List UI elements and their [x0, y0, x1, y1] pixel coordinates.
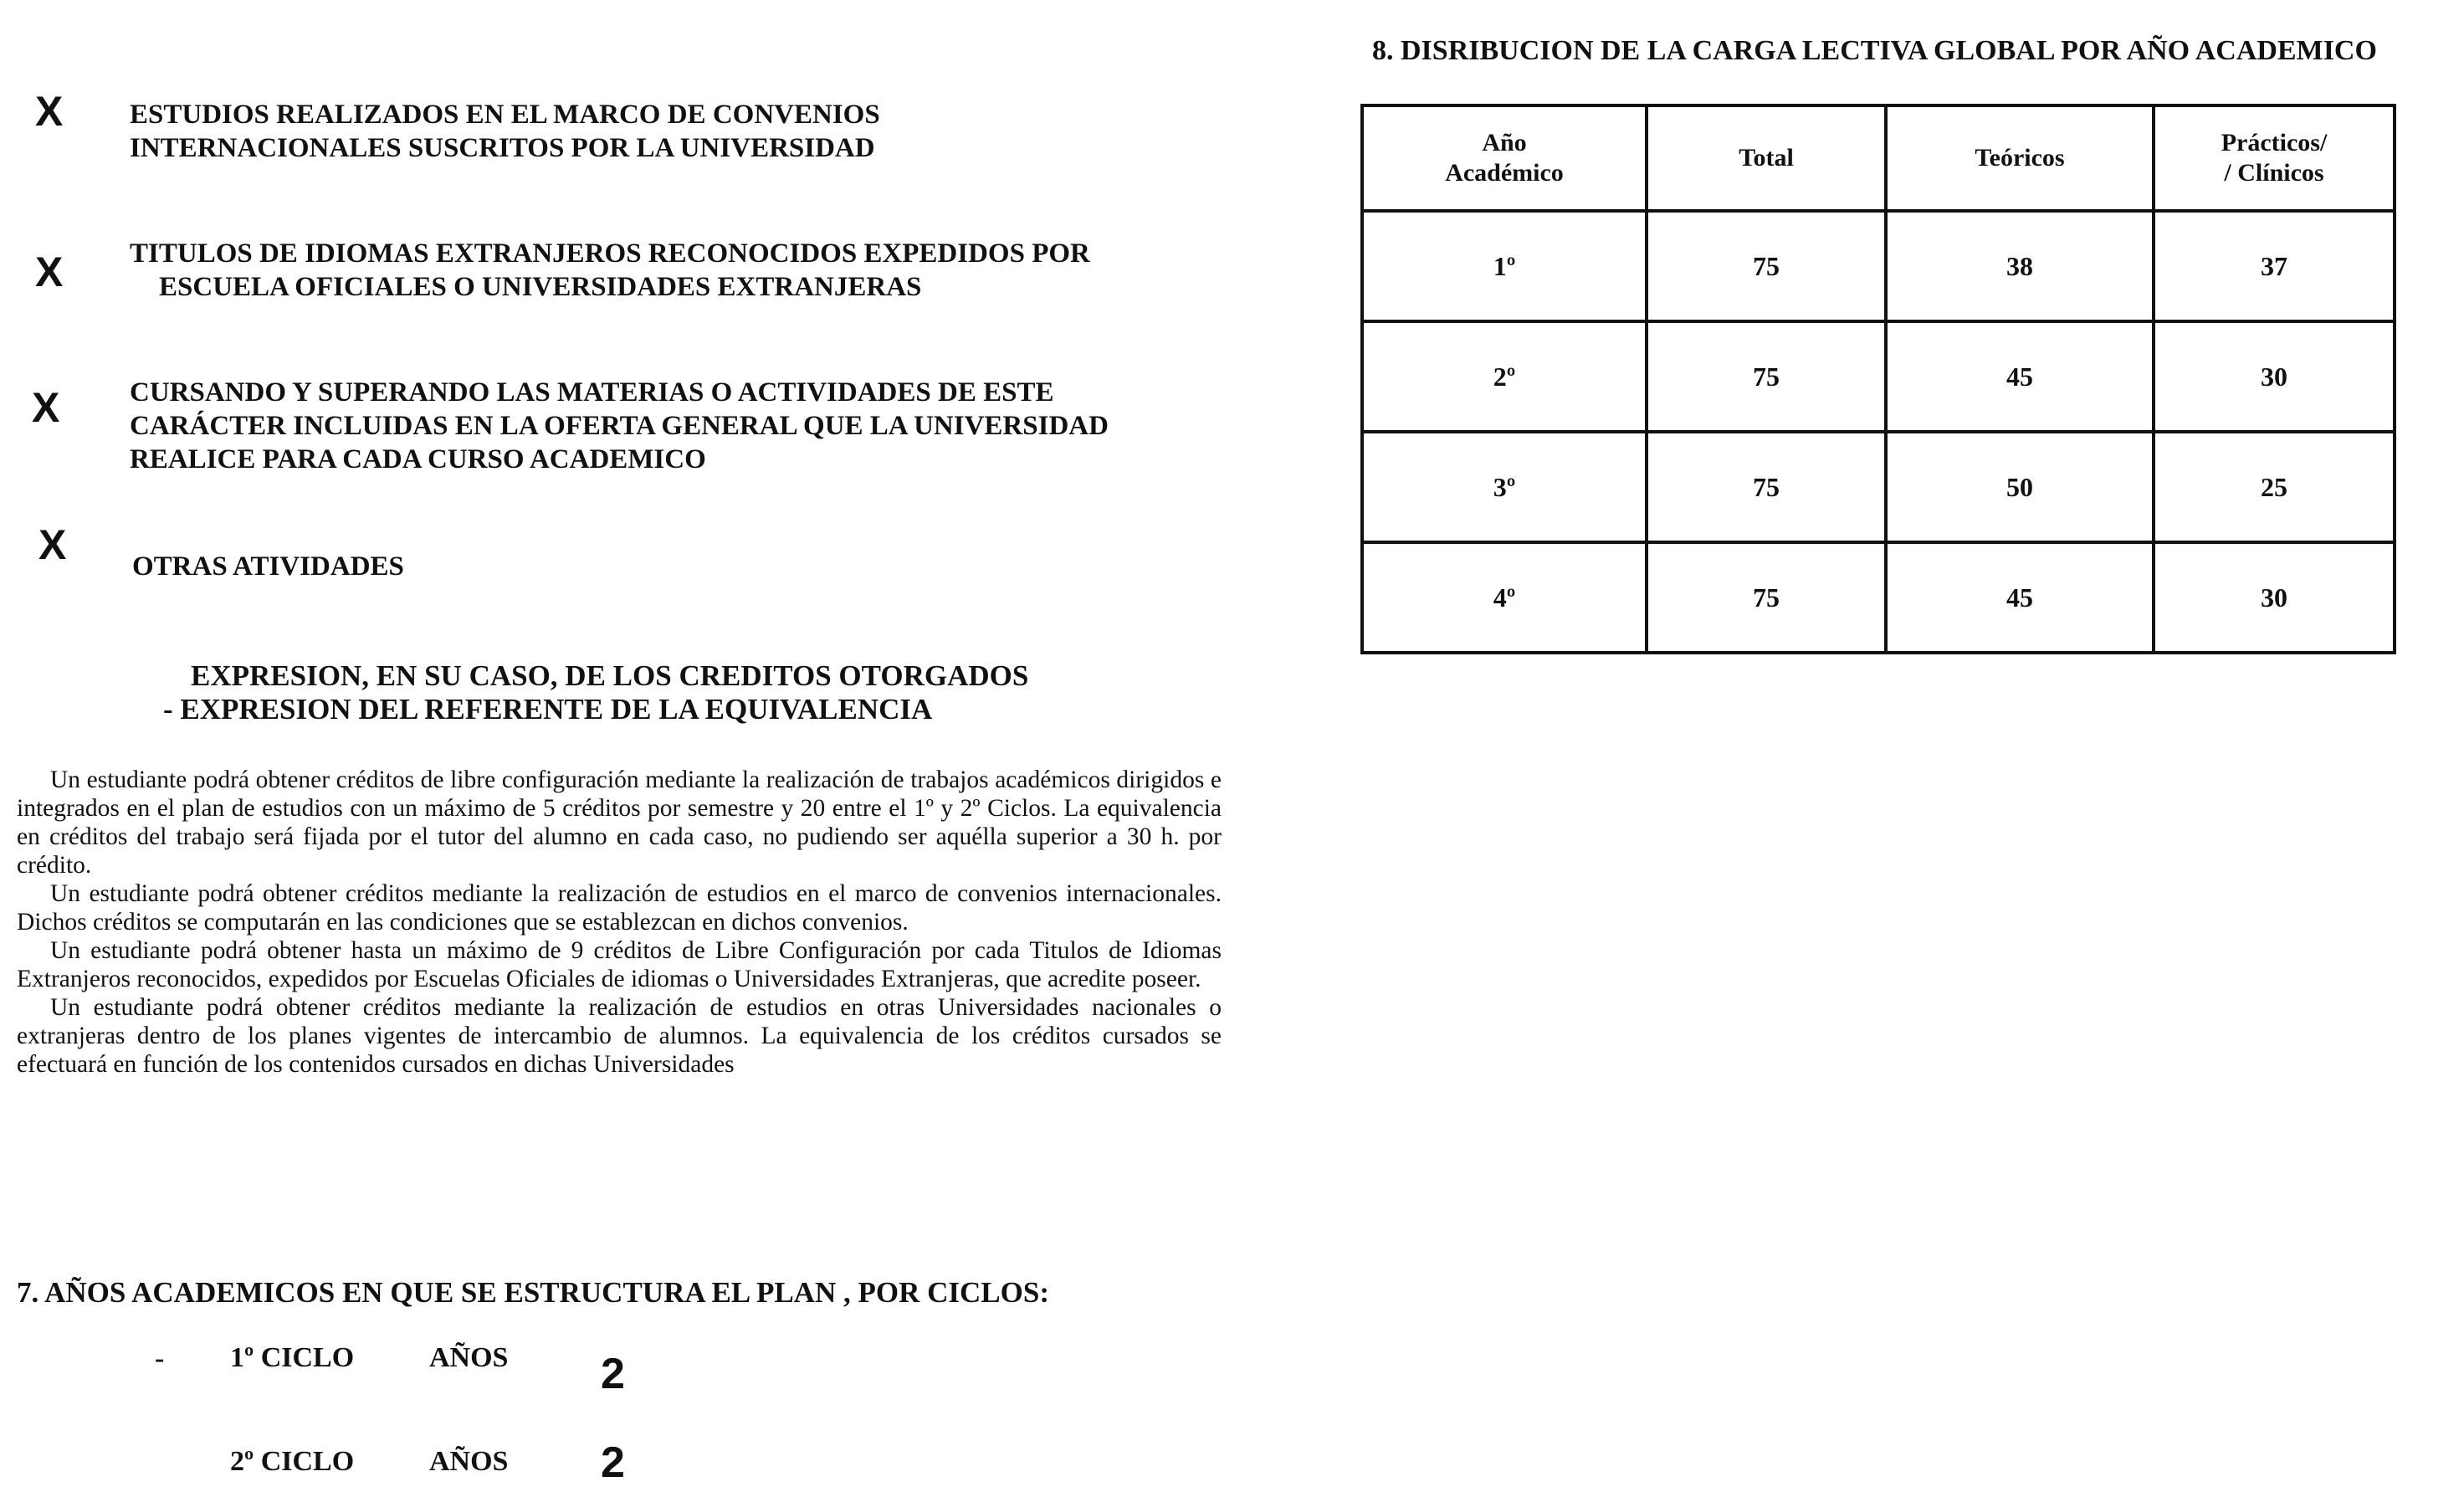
header-theoretical: Teóricos — [1886, 105, 2154, 211]
cell-theoretical: 50 — [1886, 432, 2154, 542]
cell-theoretical: 45 — [1886, 321, 2154, 432]
option-2-mark: X — [35, 249, 64, 295]
header-total: Total — [1647, 105, 1886, 211]
option-2-line-2: ESCUELA OFICIALES O UNIVERSIDADES EXTRANJERAS — [159, 272, 922, 302]
table-header-row — [1362, 105, 2395, 211]
cell-year: 3º — [1362, 432, 1647, 542]
cell-practical: 30 — [2154, 321, 2395, 432]
cycle-1-years-label: AÑOS — [429, 1342, 509, 1373]
option-2-line-1: TITULOS DE IDIOMAS EXTRANJEROS RECONOCIDOS EXPEDIDOS POR — [130, 238, 1090, 269]
cell-total: 75 — [1647, 321, 1886, 432]
header-practical-line-2: / Clínicos — [2224, 159, 2324, 187]
table-row — [1362, 432, 2395, 542]
cycle-2-label: 2º CICLO — [230, 1446, 355, 1477]
option-3-mark: X — [32, 384, 60, 431]
cycle-2-value: 2 — [601, 1438, 625, 1487]
header-academic-year-line-1: Año — [1482, 129, 1527, 156]
cell-year: 2º — [1362, 321, 1647, 432]
option-4-mark: X — [38, 521, 67, 568]
paragraph: Un estudiante podrá obtener créditos mediante la realización de estudios en el marco de convenios internacionales. Dichos créditos se computarán en las condiciones que se establezcan en dichos convenios. — [17, 880, 1222, 936]
cell-year: 1º — [1362, 211, 1647, 321]
table-row — [1362, 542, 2395, 653]
header-academic-year — [1362, 105, 1647, 211]
table-row — [1362, 321, 2395, 432]
option-1-line-1: ESTUDIOS REALIZADOS EN EL MARCO DE CONVENIOS — [130, 100, 880, 130]
option-3-line-1: CURSANDO Y SUPERANDO LAS MATERIAS O ACTIVIDADES DE ESTE — [130, 377, 1054, 408]
cycle-dash: - — [155, 1343, 165, 1374]
option-1-line-2: INTERNACIONALES SUSCRITOS POR LA UNIVERSIDAD — [130, 133, 875, 163]
paragraph: Un estudiante podrá obtener créditos de libre configuración mediante la realización de trabajos académicos dirigidos e integrados en el plan de estudios con un máximo de 5 créditos por semestre y 20 entre el 1º y 2º Ciclos. La equivalencia en créditos del trabajo será fijada por el tutor del alumno en cada caso, no pudiendo ser aquélla superior a 30 h. por crédito. — [17, 766, 1222, 879]
header-practical-line-1: Prácticos/ — [2221, 129, 2328, 156]
cell-total: 75 — [1647, 211, 1886, 321]
paragraph: Un estudiante podrá obtener créditos mediante la realización de estudios en otras Universidades nacionales o extranjeras dentro de los planes vigentes de intercambio de alumnos. La equivalencia de los créditos cursados se efectuará en función de los contenidos cursados en dichas Universidades — [17, 994, 1222, 1078]
cycle-1-value: 2 — [601, 1350, 625, 1398]
cell-practical: 30 — [2154, 542, 2395, 653]
header-practical — [2154, 105, 2395, 211]
cell-practical: 25 — [2154, 432, 2395, 542]
option-3-line-3: REALICE PARA CADA CURSO ACADEMICO — [130, 444, 706, 474]
cell-total: 75 — [1647, 542, 1886, 653]
teaching-load-table — [1360, 104, 2396, 654]
paragraph: Un estudiante podrá obtener hasta un máximo de 9 créditos de Libre Configuración por cada Titulos de Idiomas Extranjeros reconocidos, expedidos por Escuelas Oficiales de idiomas o Universidades Extranjeras, que acredite poseer. — [17, 937, 1222, 992]
credits-heading-line-1: EXPRESION, EN SU CASO, DE LOS CREDITOS OTORGADOS — [191, 659, 1029, 692]
credits-paragraphs — [17, 766, 1222, 1079]
cell-theoretical: 45 — [1886, 542, 2154, 653]
cell-total: 75 — [1647, 432, 1886, 542]
cell-year: 4º — [1362, 542, 1647, 653]
cycle-2-years-label: AÑOS — [429, 1446, 509, 1477]
section-8-title: 8. DISRIBUCION DE LA CARGA LECTIVA GLOBAL POR AÑO ACADEMICO — [1372, 35, 2377, 66]
option-3-line-2: CARÁCTER INCLUIDAS EN LA OFERTA GENERAL QUE LA UNIVERSIDAD — [130, 411, 1109, 441]
cell-theoretical: 38 — [1886, 211, 2154, 321]
section-7-title: 7. AÑOS ACADEMICOS EN QUE SE ESTRUCTURA EL PLAN , POR CICLOS: — [17, 1276, 1049, 1309]
header-academic-year-line-2: Académico — [1445, 159, 1564, 187]
table-row — [1362, 211, 2395, 321]
option-1-mark: X — [35, 88, 64, 135]
credits-heading-line-2: - EXPRESION DEL REFERENTE DE LA EQUIVALENCIA — [163, 693, 933, 725]
cycle-1-label: 1º CICLO — [230, 1342, 355, 1373]
cell-practical: 37 — [2154, 211, 2395, 321]
option-4-line-1: OTRAS ATIVIDADES — [132, 551, 404, 582]
